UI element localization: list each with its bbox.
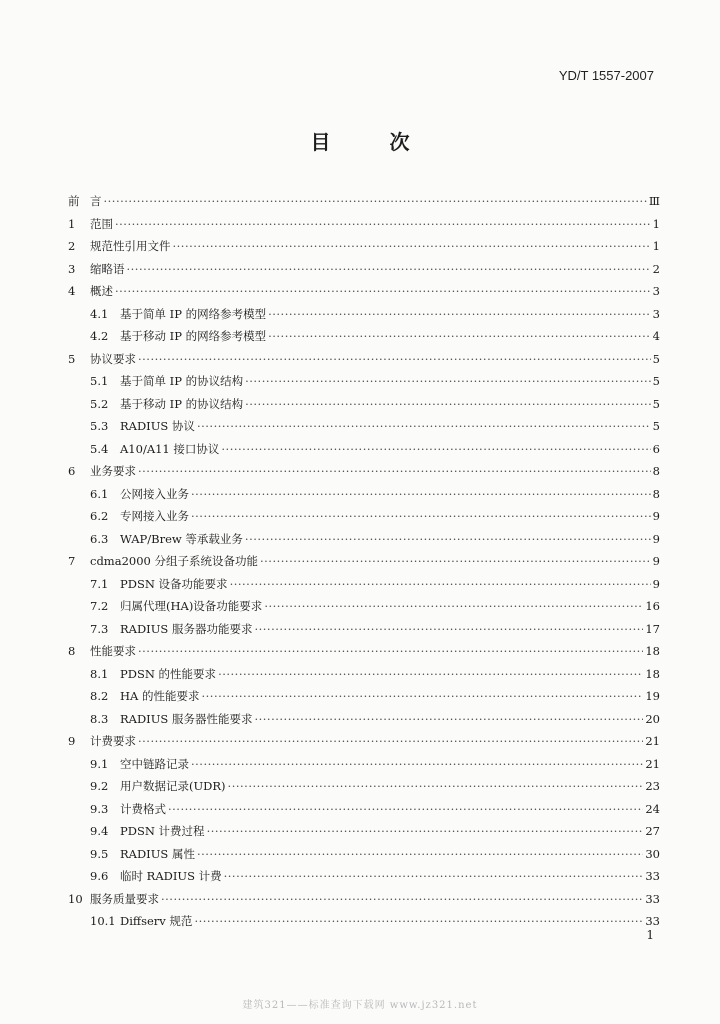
toc-entry-title: PDSN 计费过程	[120, 824, 205, 838]
toc-leader-dots	[207, 820, 644, 843]
toc-entry[interactable]	[68, 618, 660, 641]
toc-entry-title: WAP/Brew 等承载业务	[120, 531, 243, 546]
toc-entry-number: 9.2	[90, 779, 109, 793]
toc-entry[interactable]	[68, 663, 660, 686]
toc-entry-number: 2	[68, 239, 76, 253]
toc-entry-page: 3	[652, 284, 660, 298]
toc-entry[interactable]	[68, 393, 660, 416]
toc-entry-title: 规范性引用文件	[90, 239, 171, 253]
toc-entry[interactable]	[68, 708, 660, 731]
toc-entry-title: 临时 RADIUS 计费	[120, 869, 222, 883]
toc-leader-dots	[264, 595, 643, 618]
toc-entry-page: 19	[645, 689, 660, 703]
toc-entry[interactable]	[68, 775, 660, 798]
toc-entry[interactable]	[68, 303, 660, 326]
toc-leader-dots	[191, 483, 651, 506]
toc-entry[interactable]	[68, 438, 660, 461]
toc-entry-title: 空中链路记录	[120, 756, 189, 771]
toc-entry-page: 1	[652, 216, 660, 231]
toc-entry-number: 5	[68, 351, 76, 366]
toc-entry-page: 5	[652, 396, 660, 411]
toc-entry-number: 9.4	[90, 824, 109, 838]
toc-leader-dots	[260, 550, 651, 573]
document-code: YD/T 1557-2007	[558, 68, 654, 83]
toc-entry-page: Ⅲ	[648, 194, 660, 208]
toc-entry[interactable]	[68, 865, 660, 888]
toc-leader-dots	[221, 438, 650, 461]
toc-entry-number: 6.1	[90, 486, 109, 501]
toc-entry-page: 33	[645, 869, 660, 883]
toc-leader-dots	[254, 708, 643, 731]
toc-entry-number: 9.1	[90, 756, 109, 771]
toc-entry-page: 30	[645, 846, 660, 861]
toc-entry-title: RADIUS 协议	[120, 419, 195, 433]
toc-leader-dots	[245, 528, 651, 551]
toc-entry-page: 4	[652, 329, 660, 343]
toc-entry-title: 基于移动 IP 的网络参考模型	[120, 329, 267, 343]
toc-leader-dots	[173, 235, 651, 258]
toc-entry-number: 8.2	[90, 689, 109, 703]
toc-entry-page: 17	[645, 621, 660, 636]
toc-entry[interactable]	[68, 280, 660, 303]
toc-leader-dots	[191, 505, 651, 528]
toc-leader-dots	[115, 213, 651, 236]
toc-leader-dots	[224, 865, 644, 888]
toc-entry-title: PDSN 的性能要求	[120, 666, 217, 681]
toc-entry-number: 7.2	[90, 599, 109, 613]
toc-entry-number: 9.3	[90, 801, 109, 816]
toc-leader-dots	[218, 663, 643, 686]
toc-leader-dots	[254, 618, 643, 641]
toc-entry-page: 20	[645, 711, 660, 726]
toc-leader-dots	[194, 910, 643, 933]
toc-entry-title: 专网接入业务	[120, 509, 189, 523]
toc-entry[interactable]	[68, 685, 660, 708]
toc-entry-title: 归属代理(HA)设备功能要求	[120, 599, 263, 613]
toc-entry-title: 基于简单 IP 的协议结构	[120, 374, 244, 388]
toc-entry-number: 7.3	[90, 621, 109, 636]
toc-leader-dots	[127, 258, 651, 281]
toc-entry[interactable]	[68, 843, 660, 866]
toc-entry[interactable]	[68, 528, 660, 551]
toc-entry-number: 5.4	[90, 441, 109, 456]
toc-entry-title: HA 的性能要求	[120, 689, 200, 703]
toc-entry-title: 言	[90, 194, 102, 208]
toc-entry-title: 计费格式	[120, 801, 166, 816]
toc-entry-page: 5	[652, 351, 660, 366]
toc-entry-title: RADIUS 服务器性能要求	[120, 711, 253, 726]
toc-entry-number: 前	[68, 194, 80, 208]
toc-entry-title: A10/A11 接口协议	[120, 441, 220, 456]
toc-entry-title: 公网接入业务	[120, 486, 189, 501]
toc-entry-title: 概述	[90, 284, 113, 298]
toc-leader-dots	[268, 325, 651, 348]
toc-entry-page: 23	[645, 779, 660, 793]
toc-entry-number: 4.2	[90, 329, 109, 343]
page-title: 目 次	[310, 130, 436, 154]
toc-leader-dots	[197, 843, 643, 866]
toc-entry-page: 16	[645, 599, 660, 613]
toc-entry-number: 10.1	[90, 914, 116, 928]
toc-entry-page: 21	[645, 756, 660, 771]
watermark-footer: 建筑321——标准查询下载网 www.jz321.net	[242, 1000, 478, 1011]
toc-entry-title: 业务要求	[90, 464, 136, 478]
toc-leader-dots	[230, 573, 651, 596]
toc-entry-page: 1	[652, 239, 660, 253]
toc-entry-title: 协议要求	[90, 351, 136, 366]
toc-entry-title: PDSN 设备功能要求	[120, 576, 228, 591]
toc-entry-page: 5	[652, 374, 660, 388]
toc-entry-page: 18	[645, 644, 660, 658]
toc-entry-number: 5.2	[90, 396, 109, 411]
toc-entry[interactable]	[68, 505, 660, 528]
toc-entry-page: 18	[645, 666, 660, 681]
toc-entry-page: 3	[652, 306, 660, 321]
toc-entry[interactable]	[68, 235, 660, 258]
toc-entry-number: 5.1	[90, 374, 109, 388]
page-number: 1	[646, 928, 654, 942]
toc-entry-page: 24	[645, 801, 660, 816]
toc-leader-dots	[191, 753, 643, 776]
toc-entry-page: 27	[645, 824, 660, 838]
toc-entry-title: 缩略语	[90, 261, 125, 276]
toc-leader-dots	[138, 640, 643, 663]
toc-entry-number: 6	[68, 464, 76, 478]
toc-entry[interactable]	[68, 415, 660, 438]
toc-entry[interactable]	[68, 730, 660, 753]
toc-leader-dots	[104, 190, 647, 213]
toc-entry-number: 6.3	[90, 531, 109, 546]
toc-leader-dots	[197, 415, 651, 438]
toc-entry-page: 8	[652, 486, 660, 501]
toc-entry-page: 9	[652, 509, 660, 523]
toc-leader-dots	[138, 730, 643, 753]
toc-leader-dots	[202, 685, 644, 708]
toc-leader-dots	[161, 888, 643, 911]
toc-entry-number: 8.3	[90, 711, 109, 726]
toc-leader-dots	[138, 460, 651, 483]
toc-entry-number: 9	[68, 734, 76, 748]
toc-entry-number: 7	[68, 554, 76, 568]
toc-entry-title: 性能要求	[90, 644, 136, 658]
toc-leader-dots	[115, 280, 651, 303]
toc-entry-number: 9.5	[90, 846, 109, 861]
toc-entry[interactable]	[68, 820, 660, 843]
toc-leader-dots	[138, 348, 651, 371]
toc-entry[interactable]	[68, 460, 660, 483]
toc-entry-page: 33	[645, 914, 660, 928]
toc-entry-number: 10	[68, 891, 83, 906]
toc-leader-dots	[245, 393, 651, 416]
toc-entry-title: Diffserv 规范	[120, 914, 193, 928]
toc-entry[interactable]	[68, 595, 660, 618]
toc-entry[interactable]	[68, 190, 660, 213]
toc-entry-number: 4	[68, 284, 76, 298]
toc-entry-page: 8	[652, 464, 660, 478]
toc-entry-page: 6	[652, 441, 660, 456]
table-of-contents	[68, 190, 660, 933]
toc-leader-dots	[228, 775, 644, 798]
toc-entry-number: 3	[68, 261, 76, 276]
toc-entry-number: 8	[68, 644, 76, 658]
toc-entry-page: 9	[652, 531, 660, 546]
toc-entry[interactable]	[68, 798, 660, 821]
toc-entry-number: 7.1	[90, 576, 109, 591]
toc-entry-page: 9	[652, 554, 660, 568]
toc-entry-title: 用户数据记录(UDR)	[120, 779, 226, 793]
toc-entry-number: 5.3	[90, 419, 109, 433]
toc-entry[interactable]	[68, 348, 660, 371]
toc-entry-title: 计费要求	[90, 734, 136, 748]
toc-entry[interactable]	[68, 640, 660, 663]
toc-entry-title: RADIUS 属性	[120, 846, 195, 861]
toc-entry-number: 6.2	[90, 509, 109, 523]
toc-leader-dots	[268, 303, 651, 326]
toc-leader-dots	[168, 798, 643, 821]
toc-entry[interactable]	[68, 258, 660, 281]
toc-entry-number: 9.6	[90, 869, 109, 883]
toc-entry[interactable]	[68, 213, 660, 236]
toc-entry[interactable]	[68, 483, 660, 506]
toc-entry-number: 1	[68, 216, 76, 231]
toc-entry-title: RADIUS 服务器功能要求	[120, 621, 253, 636]
toc-entry-page: 5	[652, 419, 660, 433]
toc-entry-title: 基于移动 IP 的协议结构	[120, 396, 244, 411]
toc-entry-number: 4.1	[90, 306, 109, 321]
toc-entry[interactable]	[68, 910, 660, 933]
toc-leader-dots	[245, 370, 651, 393]
toc-entry-title: 服务质量要求	[90, 891, 159, 906]
toc-entry[interactable]	[68, 370, 660, 393]
toc-entry[interactable]	[68, 573, 660, 596]
toc-entry-title: 范围	[90, 216, 113, 231]
toc-entry-page: 33	[645, 891, 660, 906]
toc-entry[interactable]	[68, 325, 660, 348]
toc-entry-title: 基于简单 IP 的网络参考模型	[120, 306, 267, 321]
toc-entry-title: cdma2000 分组子系统设备功能	[90, 554, 258, 568]
toc-entry-page: 9	[652, 576, 660, 591]
toc-entry[interactable]	[68, 550, 660, 573]
toc-entry-number: 8.1	[90, 666, 109, 681]
toc-entry[interactable]	[68, 888, 660, 911]
toc-entry-page: 2	[652, 261, 660, 276]
toc-entry-page: 21	[645, 734, 660, 748]
toc-entry[interactable]	[68, 753, 660, 776]
